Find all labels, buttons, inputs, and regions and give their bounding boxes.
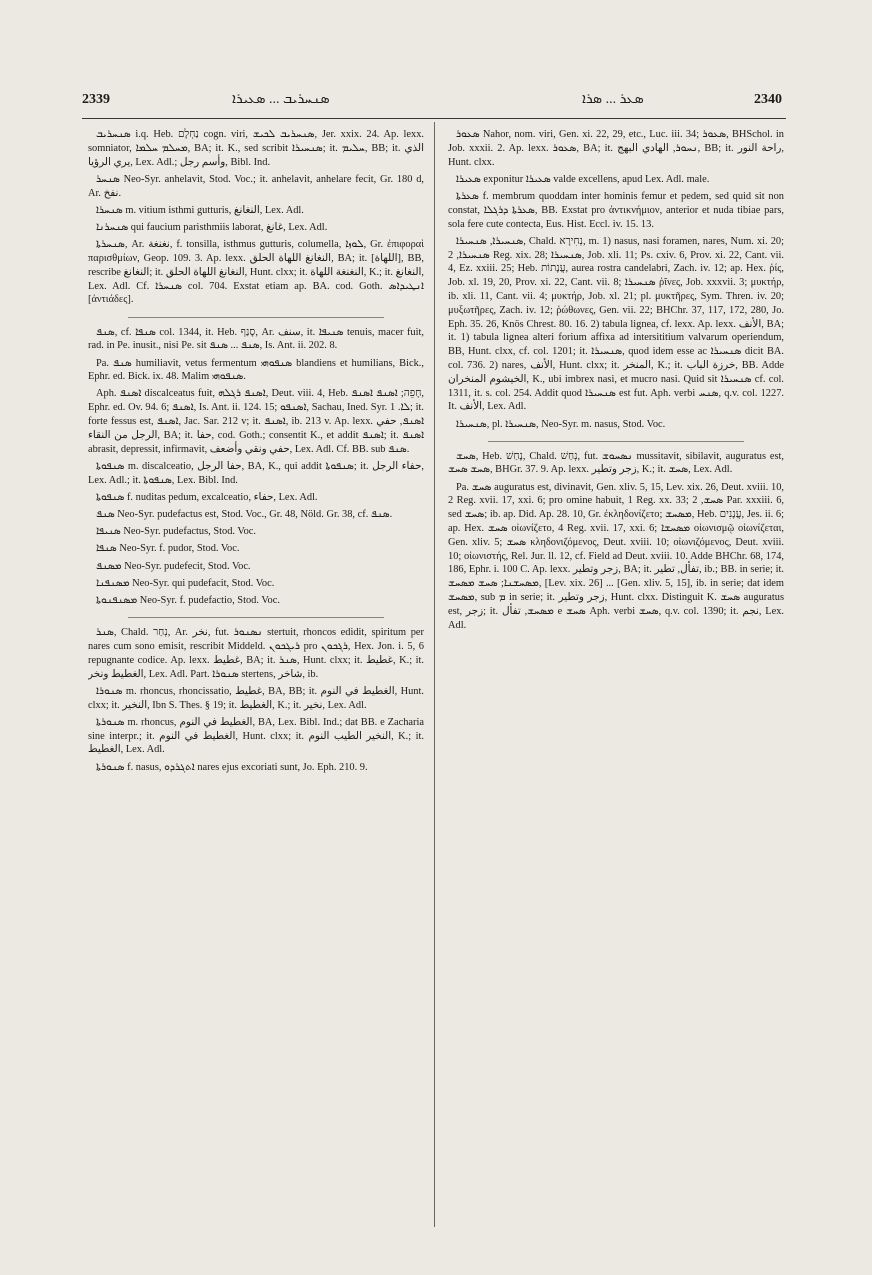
column-divider	[434, 122, 435, 1227]
dictionary-entry: ܣܥܝܪܐ exponitur ܣܥܝܪܐ valde excellens, apud Lex. Adl. male.	[456, 173, 710, 185]
entry-separator	[128, 611, 384, 618]
dictionary-entry: ܣܢܚܪܝܒ i.q. Heb. ‏נַחְלָם‏ cogn. viri, ܣܢܚܪܝܒ ܠܟܝܫ, Jer. xxix. 24. Ap. lexx. somniator, ܡܚܠܡ ܚܠܡܐ, BA; it. K., sed scribit ܣܢܚܝܪܐ; it. ܚܠܝܡ, BB; it. الذي يري الرؤيا, Lex. Adl.; وأسم رجل, Bibl. Ind.	[88, 129, 424, 168]
right-page-number: 2340	[754, 92, 782, 107]
dictionary-entry: ܣܢܪ, Chald. ‏נְחַר‏, Ar. نخر, fut. ܢܣܢܘܪ stertuit, rhoncos edidit, spiritum per nares cum sono emisit, rescribit Middeld. ܪܝܓܟܘܢ pro ܪܓܟܘܢ, Hex. Jon. i. 5, 6 repugnante codice. Ap. lexx. غطيط, BA; it. ܣܢܪ, Hunt. clxx; it. غطيط, K.; it. الغطيط ونخر, Lex. Adl. Part. ܣܢܘܪܐ stertens, شاخر, ib.	[88, 627, 424, 680]
dictionary-entry: ܣܢܚܪ Neo-Syr. anhelavit, Stod. Voc.; it. anhelavit, anhelare fecit, Gr. 180 d, Ar. نفخ.	[88, 173, 424, 199]
dictionary-entry: Pa. ܣܚܫ auguratus est, divinavit, Gen. xliv. 5, 15, Lev. xix. 26, Deut. xviii. 10, 2 Reg. xvii. 17, xxi. 6; pro omine habuit, 1 Reg. xx. 33; ܣܚܫ, 2 Par. xxxiii. 6, sed ܣܚܫ; ib. ap. Did. Ap. 28. 10, Gr. ἐκληδονίζετο; ܡܣܚܫ, Heb. ‏עֲנָנִים‏, Jes. ii. 6; ap. Hex. ܣܚܫ οἰωνίζετο, 4 Reg. xvii. 17, xxi. 6; ܡܣܚܫܐ οἰωνισμῷ οἰωνίζεται, Gen. xliv. 5; ܣܚܫ κληδονιζόμενος, Deut. xviii. 10; οἰωνιζόμενος, Deut. xviii. 10; οἰωνιστής, Rel. Jur. ll. 12, cf. Field ad Deut. xviii. 10. Adde BHChr. 68, 174, 186, Ephr. i. 100 C. Ap. lexx. زجر وتطير, BA; it. تفأل, تطير, ib.; BB. in serie; it. ܡܣܚܫܢܐ; ܣܚܫ ܡܣܚܫ, [Lev. xix. 26] ... [Gen. xliv. 5, 15], ib. in serie; dat idem ܡܣܚܫ, sub ܡ in serie; it. زجر وتطير, Hunt. clxx. Distinguit K. ܣܚܫ auguratus est, زجر; it. ܡܣܚܫ, تفأل e ܣܚܫ Aph. verbi ܣܚܫ, q.v. col. 1390; it. نجم, Lex. Adl.	[448, 481, 784, 631]
left-page-number: 2339	[82, 92, 110, 107]
left-running-headword: ܣܢܚܪܝܒ ... ܣܥܝܪܐ	[232, 92, 330, 107]
dictionary-entry: Aph. ܐܣܢܦ discalceatus fuit, ܐܣܢܦ ܪܓܠܗ, Deut. viii. 4, Heb. ‏חָפֵה‏; ܐܣܢܦ ܐܣܢܦ, Ephr. ed. Ov. 94. 6; ܐܣܢܦ, Is. Ant. ii. 124. 15; ܐܣܢܦܘ, Sachau, Ined. Syr. ܠܐ. 1; it. forte fessus est, ܐܣܢܦ, Jac. Sar. 212 v; it. ܐܣܢܦ, ib. 213 v. Ap. lexx. ܐܣܢܦ, حفي الرجل من النقاء, BA; it. حفا, cod. Goth.; consentit K., et addit ܐܣܢܦ; it. ܐܣܢܦ abrasit, depressit, infirmavit, حفي ونقي وأضعف, Lex. Adl. Cf. BB. sub ܣܢܦ.	[88, 388, 424, 455]
dictionary-entry: ܣܢܦܘܬܐ f. nuditas pedum, excalceatio, حفاء, Lex. Adl.	[96, 491, 318, 503]
left-column	[88, 128, 424, 1228]
dictionary-entry: ܣܢܚܪܬܐ, Ar. نغنغة, f. tonsilla, isthmus gutturis, columella, ܠܘܙܐ, Gr. ἐπιφοραὶ παρισθμίων, Geop. 109. 3. Ap. lexx. النغانغ اللهاة الحلق, BA; it. [اللهاة], BB, rescribe النغانغ; it. النغانغ اللهاة الحلق, Hunt. clxx; it. النغنغة اللهاة, K.; it. النغانغ, Lex. Adl. Cf. ܣܢܚܪܐ col. 704. Exstat etiam ap. BA. cod. Goth. ܐܢܛܝܕܐܣ [ἀντιάδες].	[88, 239, 424, 306]
dictionary-entry: ܣܢܝܦܐ Neo-Syr. pudefactus, Stod. Voc.	[96, 526, 256, 538]
dictionary-entry: ܣܢܚܪܢܐ qui faucium paristhmiis laborat, غانغ, Lex. Adl.	[96, 221, 328, 233]
dictionary-entry: ܣܢܘܪܐ m. rhoncus, rhoncissatio, غطيط, BA, BB; it. الغطيط في النوم, Hunt. clxx; it. النخير, Ibn S. Thes. § 19; it. الغطيط, K.; it. نخير, Lex. Adl.	[88, 685, 424, 711]
dictionary-entry: ܣܥܪܬܐ f. membrum quoddam inter hominis femur et pedem, sed quid sit non constat, ܣܥܪܬܐ ܕܪܓܠܐ, BB. Exstat pro ἀντικνήμιον, anterior et nuda tibiae pars, sola fere cute contecta, Eus. Hist. Eccl. iv. 15. 13.	[448, 190, 784, 230]
dictionary-entry: ܡܣܢܦܢܘܬܐ Neo-Syr. f. pudefactio, Stod. Voc.	[96, 594, 280, 606]
header-rule	[82, 118, 786, 119]
dictionary-entry: ܣܢܚܝܪܐ, ܣܢܚܝܪܐ, Chald. ‏נְחִירָא‏, m. 1) nasus, nasi foramen, nares, Num. xi. 20; ܣܢܚܝܪܐ, 2 Reg. xix. 28; ܣܢܚܝܪܐ, Job. xli. 11; Ps. cxiv. 6, Prov. xi. 22, Cant. vii. 4, Ez. xxiii. 25; Heb. ‏עֲנָתוֹת‏, aurea rostra candelabri, Zach. iv. 12; ap. Hex. ῥίς, Job. xl. 19, 20, Prov. xi. 22, Cant. vii. 8; ܣܢܚܝܪܐ ῥῖνες, Job. xxxvii. 3; μυκτήρ, ib. xli. 11, Cant. vii. 4; μυκτήρ, Job. xl. 21; pl. μυκτῆρες, Sym. Thren. iv. 20; μυξωτῆρες, Zach. iv. 12; ῥώθωνες, Gen. vii. 22; BHChr. 37, 117, 172, 280, Jo. Eph. 35. 26, Knös Chrest. 80. 16. 2) tabula lignea, cf. lexx. Ap. lexx. الأنف, BA; it. 1) tabula lignea alteri forium affixa ad intersititium valvarum operiendum, BB, Hunt. clxx, cf. col. 1201; it. ܣܢܚܝܪܐ, quod idem esse ac ܣܢܚܝܪܐ dicit BA. col. 736. 2) nares, الأنف, Hunt. clxx; it. المنخر, K.; it. خرزة الباب, BB. Adde الخيشوم المنخران, K., ubi imbrex nasi, et mucro nasi. Quid sit ܣܢܚܝܪܐ cf. col. 1311, it. s. col. 254. Addit quod ܣܢܚܝܪܐ est fut. Aph. verbi ܣܢܚ, q.v. col. 1227. It. الأنف, Lex. Adl.	[448, 235, 784, 413]
dictionary-entry: Pa. ܣܢܦ humiliavit, vetus fermentum ܣܢܦܘܗܝ blandiens et humilians, Bick., Ephr. ed. Bick. ix. 48. Malim ܣܢܦܘܗܝ.	[88, 357, 424, 383]
entry-separator	[488, 435, 744, 442]
dictionary-entry: ܣܢܘܪܬܐ m. rhoncus, الغطيط في النوم, BA, Lex. Bibl. Ind.; dat BB. e Zacharia sine interpr.; it. الغطيط في النوم, Hunt. clxx; it. النخير الطيب النوم, K.; it. الغطيط, Lex. Adl.	[88, 716, 424, 756]
dictionary-entry: ܣܥܘܪ Nahor, nom. viri, Gen. xi. 22, 29, etc., Luc. iii. 34; ܣܥܘܪ, BHSchol. in Job. xxxii. 2. Ap. lexx. ܣܥܘܪ, BA; it. ܢܚܘܪ, الهادي البهج, BB; it. راحة النور, Hunt. clxx.	[448, 129, 784, 168]
dictionary-entry: ܣܚܫ, Heb. ‏נָחַשׁ‏, Chald. ‏נְחַשׁ‏, fut. ܢܣܚܘܫ mussitavit, sibilavit, auguratus est, ܣܚܫ ܣܚܫ, BHGr. 37. 9. Ap. lexx. زجر وتطير, K.; it. ܣܚܫ, Lex. Adl.	[448, 450, 784, 476]
dictionary-entry: ܣܢܦ, cf. ܣܢܦܐ col. 1344, it. Heb. ‏סָנַף‏, Ar. سنف, it. ܣܢܝܦܐ tenuis, macer fuit, rad. in Pe. inusit., nisi Pe. sit ܣܢܦ ... ܣܢܦ, Is. Ant. ii. 202. 8.	[88, 326, 424, 352]
dictionary-entry: ܡܣܢܦܢܐ Neo-Syr. qui pudefacit, Stod. Voc.	[96, 577, 275, 589]
dictionary-entry: ܣܢܦܘܬܐ m. discalceatio, حفا الرجل, BA, K., qui addit ܣܢܦܘܬܐ; it. حفاء الرجل, Lex. Adl.; it. ܣܢܦܘܬܐ, Lex. Bibl. Ind.	[88, 460, 424, 486]
entry-separator	[128, 311, 384, 318]
dictionary-entry: ܣܢܚܪܐ m. vitium isthmi gutturis, النغانغ, Lex. Adl.	[96, 204, 304, 216]
dictionary-entry: ܣܢܦ Neo-Syr. pudefactus est, Stod. Voc., Gr. 48, Nöld. Gr. 38, cf. ܣܢܦ.	[96, 509, 393, 521]
running-head	[82, 92, 782, 114]
dictionary-entry: ܡܣܢܦ Neo-Syr. pudefecit, Stod. Voc.	[96, 560, 251, 572]
dictionary-entry: ܣܢܚܝܪܐ, pl. ܣܢܚܝܪܐ, Neo-Syr. m. nasus, Stod. Voc.	[456, 418, 666, 430]
dictionary-entry: ܣܢܘܪܬܐ f. nasus, ܐܬܓܪܕܘ nares ejus excoriati sunt, Jo. Eph. 210. 9.	[96, 761, 368, 773]
right-column	[448, 128, 784, 1228]
right-running-headword: ܣܥܪ ... ܣܪܐ	[582, 92, 644, 107]
dictionary-entry: ܣܢܦܐ Neo-Syr. f. pudor, Stod. Voc.	[96, 543, 240, 555]
